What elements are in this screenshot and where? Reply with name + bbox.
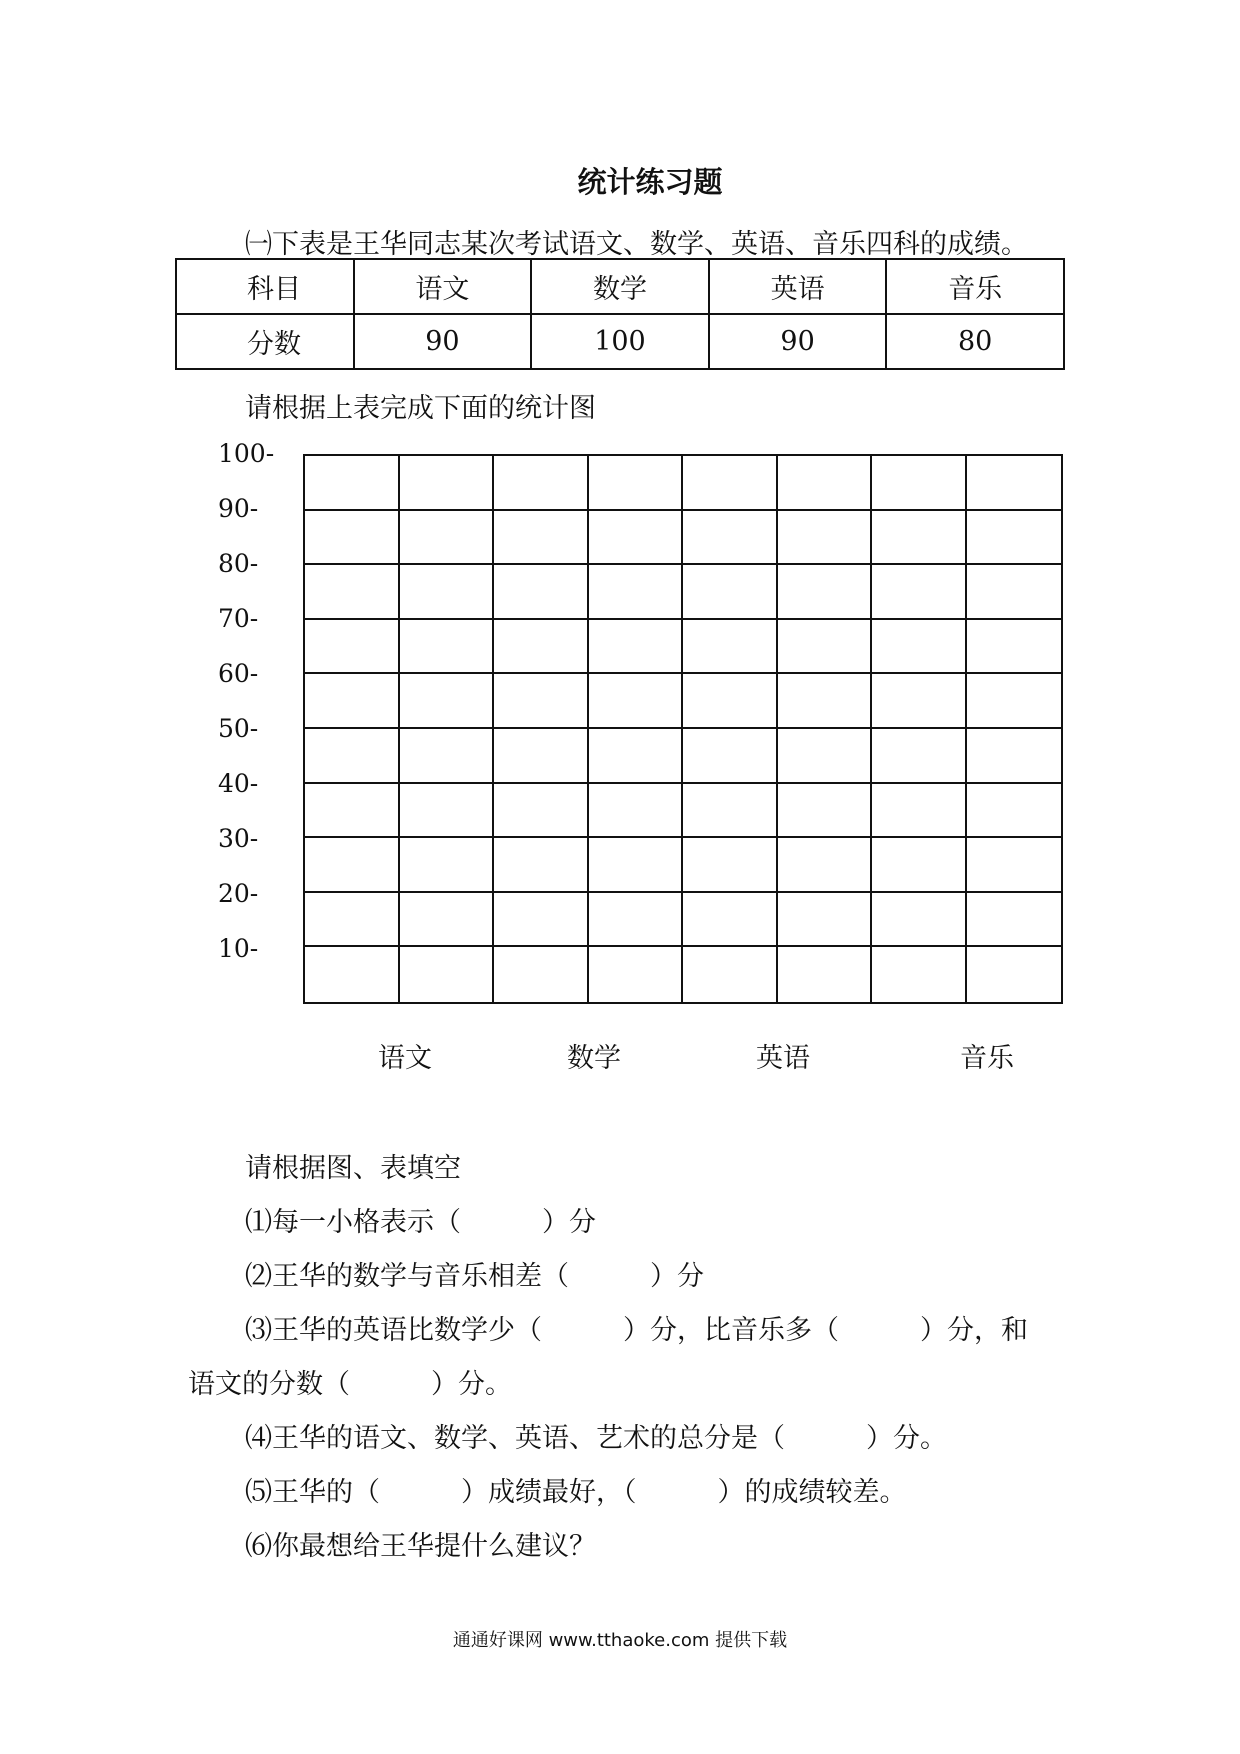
- y-tick-label: 70-: [218, 604, 259, 633]
- intro-text: ㈠下表是王华同志某次考试语文、数学、英语、音乐四科的成绩。: [245, 229, 1028, 260]
- grid-cell: [778, 784, 873, 839]
- grid-cell: [494, 838, 589, 893]
- grid-cell: [400, 620, 495, 675]
- grid-cell: [589, 784, 684, 839]
- table-subject-cell: 语文: [354, 259, 532, 314]
- table-header-label: 科目: [176, 259, 354, 314]
- grid-cell: [778, 729, 873, 784]
- grid-cell: [305, 947, 400, 1002]
- grid-cell: [494, 784, 589, 839]
- grid-cell: [400, 729, 495, 784]
- grid-cell: [305, 784, 400, 839]
- grid-cell: [589, 729, 684, 784]
- grid-cell: [872, 838, 967, 893]
- x-category-label: 音乐: [960, 1043, 1014, 1074]
- grid-cell: [778, 620, 873, 675]
- grid-cell: [400, 565, 495, 620]
- grid-cell: [872, 893, 967, 948]
- grid-cell: [778, 456, 873, 511]
- y-tick-label: 10-: [218, 934, 259, 963]
- table-score-row: [176, 314, 1064, 369]
- grid-cell: [494, 620, 589, 675]
- grid-cell: [683, 565, 778, 620]
- y-tick-label: 60-: [218, 659, 259, 688]
- grid-cell: [589, 947, 684, 1002]
- table-score-cell: 100: [531, 314, 709, 369]
- grid-cell: [400, 674, 495, 729]
- grid-cell: [400, 947, 495, 1002]
- chart-instruction: 请根据上表完成下面的统计图: [245, 393, 596, 424]
- grid-cell: [683, 893, 778, 948]
- question-3-continued: 语文的分数（ ）分。: [188, 1369, 512, 1400]
- grid-cell: [305, 511, 400, 566]
- table-score-cell: 80: [886, 314, 1064, 369]
- grid-cell: [778, 947, 873, 1002]
- grid-cell: [683, 784, 778, 839]
- grid-cell: [400, 784, 495, 839]
- y-tick-label: 40-: [218, 769, 259, 798]
- table-header-row: [176, 259, 1064, 314]
- grid-cell: [683, 947, 778, 1002]
- grid-cell: [872, 620, 967, 675]
- grid-cell: [589, 620, 684, 675]
- grid-cell: [967, 674, 1062, 729]
- grid-cell: [683, 511, 778, 566]
- grid-cell: [967, 729, 1062, 784]
- y-tick-label: 20-: [218, 879, 259, 908]
- grid-cell: [967, 565, 1062, 620]
- table-subject-cell: 音乐: [886, 259, 1064, 314]
- grid-cell: [305, 674, 400, 729]
- question-1: ⑴每一小格表示（ ）分: [245, 1207, 596, 1238]
- grid-cell: [305, 838, 400, 893]
- grid-cell: [872, 729, 967, 784]
- y-tick-label: 30-: [218, 824, 259, 853]
- grid-cell: [967, 511, 1062, 566]
- grid-cell: [400, 511, 495, 566]
- grid-cell: [589, 838, 684, 893]
- grid-cell: [967, 784, 1062, 839]
- grid-cell: [589, 511, 684, 566]
- grid-cell: [494, 674, 589, 729]
- question-6: ⑹你最想给王华提什么建议？: [245, 1531, 596, 1562]
- page-title: 统计练习题: [577, 165, 723, 199]
- grid-cell: [778, 674, 873, 729]
- x-category-label: 语文: [378, 1043, 432, 1074]
- grid-cell: [683, 456, 778, 511]
- grid-cell: [589, 456, 684, 511]
- grid-cell: [872, 784, 967, 839]
- table-score-cell: 90: [354, 314, 532, 369]
- grid-cell: [305, 729, 400, 784]
- grid-cell: [967, 947, 1062, 1002]
- table-subject-cell: 数学: [531, 259, 709, 314]
- grid-cell: [400, 456, 495, 511]
- footer: 通通好课网 www.tthaoke.com 提供下载: [452, 1630, 788, 1651]
- grid-cell: [400, 838, 495, 893]
- grid-cell: [872, 674, 967, 729]
- grid-cell: [778, 565, 873, 620]
- grid-cell: [494, 947, 589, 1002]
- grid-cell: [400, 893, 495, 948]
- grid-cell: [683, 729, 778, 784]
- table-score-cell: 90: [709, 314, 887, 369]
- y-tick-label: 50-: [218, 714, 259, 743]
- grid-cell: [967, 838, 1062, 893]
- y-tick-label: 80-: [218, 549, 259, 578]
- table-subject-cell: 英语: [709, 259, 887, 314]
- grid-cell: [305, 565, 400, 620]
- y-tick-label: 90-: [218, 494, 259, 523]
- question-3: ⑶王华的英语比数学少（ ）分，比音乐多（ ）分，和: [245, 1315, 1028, 1346]
- score-table: [175, 258, 1065, 370]
- question-5: ⑸王华的（ ）成绩最好，（ ）的成绩较差。: [245, 1477, 907, 1508]
- grid-cell: [494, 565, 589, 620]
- blank-chart-grid: [303, 454, 1063, 1004]
- grid-cell: [589, 674, 684, 729]
- grid-cell: [872, 565, 967, 620]
- questions-heading: 请根据图、表填空: [245, 1153, 461, 1184]
- question-4: ⑷王华的语文、数学、英语、艺术的总分是（ ）分。: [245, 1423, 947, 1454]
- grid-cell: [494, 511, 589, 566]
- grid-cell: [872, 947, 967, 1002]
- grid-cell: [872, 511, 967, 566]
- grid-cell: [589, 893, 684, 948]
- grid-cell: [778, 893, 873, 948]
- grid-cell: [494, 893, 589, 948]
- x-category-label: 数学: [567, 1043, 621, 1074]
- grid-cell: [872, 456, 967, 511]
- grid-cell: [494, 729, 589, 784]
- grid-cell: [967, 456, 1062, 511]
- grid-cell: [967, 620, 1062, 675]
- x-category-label: 英语: [756, 1043, 810, 1074]
- grid-cell: [778, 511, 873, 566]
- grid-cell: [494, 456, 589, 511]
- grid-cell: [778, 838, 873, 893]
- grid-cell: [589, 565, 684, 620]
- grid-cell: [967, 893, 1062, 948]
- grid-cell: [683, 838, 778, 893]
- grid-cell: [683, 674, 778, 729]
- table-row-label: 分数: [176, 314, 354, 369]
- grid-cell: [305, 620, 400, 675]
- grid-cell: [305, 893, 400, 948]
- grid-cell: [683, 620, 778, 675]
- y-tick-label: 100-: [218, 439, 275, 468]
- grid-cell: [305, 456, 400, 511]
- question-2: ⑵王华的数学与音乐相差（ ）分: [245, 1261, 704, 1292]
